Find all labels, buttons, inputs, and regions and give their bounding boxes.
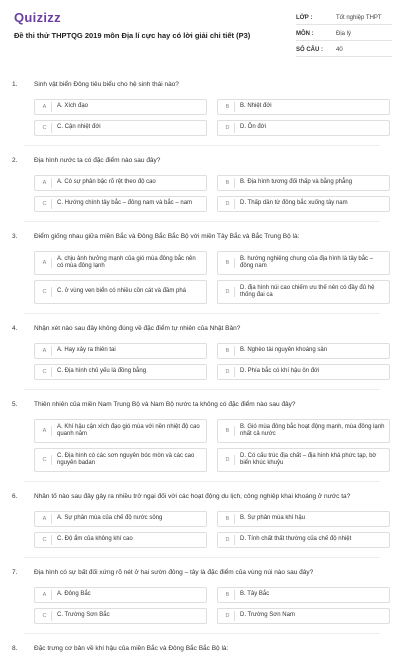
option-letter: B <box>221 178 235 188</box>
option-letter: A <box>38 346 52 356</box>
question-item <box>0 644 400 656</box>
answer-option-a[interactable] <box>34 99 207 115</box>
question-item <box>0 156 400 222</box>
option-text: D. Ôn đới <box>240 124 266 131</box>
answer-options <box>12 99 390 136</box>
option-text: B. Địa hình tương đối thấp và bằng phẳng <box>240 179 353 186</box>
option-letter: D <box>221 535 235 545</box>
option-text: C. Cận nhiệt đới <box>57 124 101 131</box>
question-text: Đặc trưng cơ bản về khí hậu của miền Bắc và Đông Bắc Bắc Bộ là: <box>34 645 229 652</box>
option-letter: B <box>221 258 235 268</box>
question-header <box>12 156 390 168</box>
answer-option-c[interactable] <box>34 532 207 548</box>
option-text: B. Sự phân mùa khí hậu <box>240 515 306 522</box>
question-list <box>0 70 400 656</box>
option-text: D. địa hình núi cao chiếm ưu thế nên có đầy đủ hệ thống đai ca <box>240 284 375 298</box>
question-divider <box>24 145 380 146</box>
question-number: 8. <box>12 645 18 652</box>
option-text: A. Đông Bắc <box>57 591 91 598</box>
option-text: C. Trường Sơn Bắc <box>57 612 110 619</box>
answer-option-a[interactable] <box>34 343 207 359</box>
meta-value: 40 <box>336 47 343 53</box>
question-text: Nhận xét nào sau đây không đúng về đặc điểm tự nhiên của Nhật Bản? <box>34 325 241 332</box>
answer-option-d[interactable] <box>217 448 390 472</box>
option-letter: B <box>221 102 235 112</box>
answer-option-a[interactable] <box>34 251 207 275</box>
option-text: C. Địa hình chủ yếu là đồng bằng <box>57 368 147 375</box>
answer-option-d[interactable] <box>217 120 390 136</box>
question-number: 5. <box>12 401 18 408</box>
answer-options <box>12 251 390 304</box>
option-letter: A <box>38 514 52 524</box>
answer-options <box>12 419 390 472</box>
question-header <box>12 232 390 244</box>
option-text: A. chịu ảnh hưởng mạnh của gió mùa đông bắc nên có mùa đông lạnh <box>57 255 196 269</box>
option-letter: D <box>221 287 235 297</box>
answer-option-b[interactable] <box>217 99 390 115</box>
question-item <box>0 492 400 558</box>
option-letter: C <box>38 535 52 545</box>
quizizz-logo: Quizizz <box>14 10 61 25</box>
answer-options <box>12 343 390 380</box>
document-header <box>0 0 400 70</box>
meta-row-class <box>296 12 392 25</box>
option-text: C. Địa hình có các sơn nguyên bóc mòn và các cao nguyên badan <box>57 452 195 466</box>
option-text: B. Tây Bắc <box>240 591 270 598</box>
option-text: A. Sự phân mùa của chế độ nước sông <box>57 515 163 522</box>
answer-option-b[interactable] <box>217 175 390 191</box>
question-divider <box>24 389 380 390</box>
question-item <box>0 324 400 390</box>
option-text: C. Hướng chính tây bắc – đông nam và bắc – nam <box>57 200 193 207</box>
answer-option-a[interactable] <box>34 175 207 191</box>
question-item <box>0 80 400 146</box>
option-letter: C <box>38 287 52 297</box>
meta-label: SỐ CÂU : <box>296 47 323 53</box>
answer-options <box>12 587 390 624</box>
question-header <box>12 80 390 92</box>
meta-value: Địa lý <box>336 31 352 37</box>
option-letter: D <box>221 123 235 133</box>
answer-option-b[interactable] <box>217 587 390 603</box>
option-letter: C <box>38 199 52 209</box>
option-letter: B <box>221 514 235 524</box>
option-letter: A <box>38 426 52 436</box>
option-letter: C <box>38 611 52 621</box>
option-letter: C <box>38 367 52 377</box>
option-letter: D <box>221 611 235 621</box>
option-text: A. Khí hậu cận xích đạo gió mùa với nền nhiệt độ cao quanh năm <box>57 423 200 437</box>
question-item <box>0 400 400 482</box>
question-text: Nhân tố nào sau đây gây ra nhiều trở ngại đối với các hoạt động du lịch, công nghiệp khai khoáng ở nước ta? <box>34 493 351 500</box>
option-letter: A <box>38 258 52 268</box>
answer-option-a[interactable] <box>34 587 207 603</box>
question-divider <box>24 557 380 558</box>
question-header <box>12 400 390 412</box>
option-letter: B <box>221 426 235 436</box>
option-text: D. Tính chất thất thường của chế độ nhiệt <box>240 536 352 543</box>
answer-option-c[interactable] <box>34 448 207 472</box>
answer-option-b[interactable] <box>217 251 390 275</box>
question-header <box>12 492 390 504</box>
question-item <box>0 568 400 634</box>
option-text: D. Trường Sơn Nam <box>240 612 295 619</box>
question-number: 1. <box>12 81 18 88</box>
question-text: Địa hình có sự bất đối xứng rõ nét ở hai sườn đông – tây là đặc điểm của vùng núi nào sau đây? <box>34 569 314 576</box>
question-divider <box>24 313 380 314</box>
answer-option-c[interactable] <box>34 120 207 136</box>
question-number: 7. <box>12 569 18 576</box>
answer-option-b[interactable] <box>217 343 390 359</box>
answer-option-b[interactable] <box>217 511 390 527</box>
question-text: Thiên nhiên của miền Nam Trung Bộ và Nam Bộ nước ta không có đặc điểm nào sau đây? <box>34 401 296 408</box>
question-divider <box>24 221 380 222</box>
option-text: C. ở vùng ven biển có nhiều cồn cát và đầm phá <box>57 288 187 295</box>
answer-option-c[interactable] <box>34 280 207 304</box>
option-letter: A <box>38 590 52 600</box>
question-number: 6. <box>12 493 18 500</box>
question-item <box>0 232 400 314</box>
question-text: Điểm giống nhau giữa miền Bắc và Đông Bắc Bắc Bộ với miền Tây Bắc và Bắc Trung Bộ là: <box>34 233 300 240</box>
meta-panel <box>296 12 392 60</box>
answer-option-d[interactable] <box>217 364 390 380</box>
question-header <box>12 644 390 656</box>
option-letter: A <box>38 102 52 112</box>
option-text: A. Hay xảy ra thiên tai <box>57 347 116 354</box>
meta-row-question-count <box>296 44 392 57</box>
option-text: A. Có sự phân bậc rõ rệt theo độ cao <box>57 179 156 186</box>
meta-label: LỚP : <box>296 15 313 21</box>
answer-option-c[interactable] <box>34 196 207 212</box>
option-letter: B <box>221 346 235 356</box>
option-text: B. hướng nghiêng chung của địa hình là tây bắc – đông nam <box>240 255 374 269</box>
answer-option-c[interactable] <box>34 608 207 624</box>
answer-option-c[interactable] <box>34 364 207 380</box>
option-text: D. Phía bắc có khí hậu ôn đới <box>240 368 320 375</box>
option-letter: B <box>221 590 235 600</box>
answer-option-b[interactable] <box>217 419 390 443</box>
option-text: B. Gió mùa đông bắc hoạt động mạnh, mùa đông lạnh nhất cả nước <box>240 423 385 437</box>
option-text: A. Xích đạo <box>57 103 89 110</box>
answer-options <box>12 175 390 212</box>
page-title: Đề thi thử THPTQG 2019 môn Địa lí cực hay có lời giải chi tiết (P3) <box>14 31 251 40</box>
question-number: 4. <box>12 325 18 332</box>
answer-option-d[interactable] <box>217 532 390 548</box>
answer-option-d[interactable] <box>217 280 390 304</box>
option-text: D. Thấp dần từ đông bắc xuống tây nam <box>240 200 348 207</box>
meta-label: MÔN : <box>296 31 314 37</box>
option-text: B. Nhiệt đới <box>240 103 272 110</box>
question-text: Địa hình nước ta có đặc điểm nào sau đây? <box>34 157 161 164</box>
question-number: 2. <box>12 157 18 164</box>
option-text: C. Độ ẩm của không khí cao <box>57 536 133 543</box>
answer-options <box>12 511 390 548</box>
question-number: 3. <box>12 233 18 240</box>
option-letter: D <box>221 199 235 209</box>
option-letter: C <box>38 123 52 133</box>
option-text: B. Nghèo tài nguyên khoáng sản <box>240 347 328 354</box>
question-divider <box>24 633 380 634</box>
option-letter: A <box>38 178 52 188</box>
answer-option-d[interactable] <box>217 608 390 624</box>
answer-option-d[interactable] <box>217 196 390 212</box>
question-text: Sinh vật biển Đông tiêu biểu cho hệ sinh thái nào? <box>34 81 179 88</box>
meta-row-subject <box>296 28 392 41</box>
meta-value: Tốt nghiệp THPT <box>336 15 382 21</box>
answer-option-a[interactable] <box>34 419 207 443</box>
option-text: D. Có cấu trúc địa chất – địa hình khá phức tạp, bờ biển khúc khuỷu <box>240 452 377 466</box>
answer-option-a[interactable] <box>34 511 207 527</box>
option-letter: D <box>221 367 235 377</box>
question-header <box>12 568 390 580</box>
question-divider <box>24 481 380 482</box>
question-header <box>12 324 390 336</box>
option-letter: C <box>38 455 52 465</box>
option-letter: D <box>221 455 235 465</box>
